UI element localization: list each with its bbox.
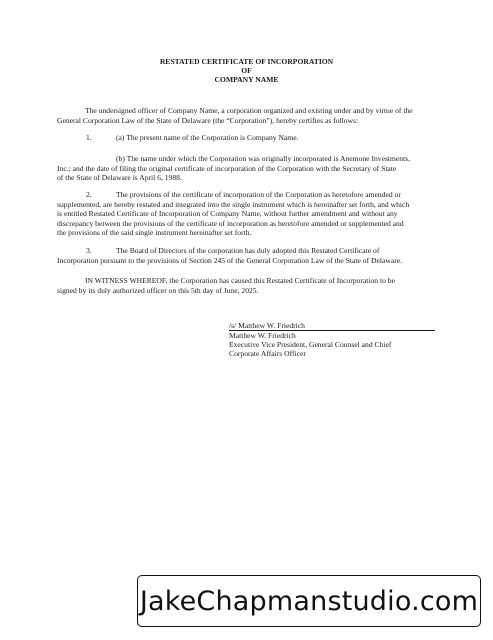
item-3-line-1: The Board of Directors of the corporation has duly adopted this Restated Certificate of [116,246,380,255]
item-2-line-4: discrepancy between the provisions of the certificate of incorporation as heretofore amended or supplemented and [57,218,404,228]
item-1b-line-3: of the State of Delaware is April 6, 1988. [57,173,182,182]
signature-block [229,321,439,358]
item-1b-line-1: (b) The name under which the Corporation was originally incorporated is Anemone Investments, [116,154,411,163]
watermark-badge [137,575,481,627]
signatory-title-line-1: Executive Vice President, General Counsel and Chief [229,340,392,349]
signatory-title-line-2: Corporate Affairs Officer [229,349,306,358]
item-2-line-2: supplemented, are hereby restated and integrated into the single instrument which is hereinafter set forth, and which [57,199,410,209]
item-1b-line-2: Inc.; and the date of filing the original certificate of incorporation of the Corporation with the Secretary of State [57,163,397,173]
watermark-text: JakeChapmanstudio.com [139,585,479,617]
witness-line-2: signed by its duly authorized officer on this 5th day of June, 2025. [57,285,259,295]
item-3-line-2: Incorporation pursuant to the provisions of Section 245 of the General Corporation Law of the State of Delaware. [57,255,402,265]
item-2-line-3: is entitled Restated Certificate of Incorporation of Company Name, without further amendment and without any [57,209,398,218]
signature-line: /s/ Matthew W. Friedrich [229,321,435,331]
title-line-1: RESTATED CERTIFICATE OF INCORPORATION [159,57,334,66]
item-2-paragraph [57,190,439,238]
witness-paragraph [57,276,439,295]
title-line-3: COMPANY NAME [214,75,279,84]
item-2-number: 2. [86,190,92,199]
witness-line-1: IN WITNESS WHEREOF, the Corporation has caused this Restated Certificate of Incorporation to be [85,276,395,285]
document-title [0,57,493,84]
item-1-paragraph [57,133,439,143]
intro-line-1: The undersigned officer of Company Name, a corporation organized and existing under and by virtue of the [85,106,413,115]
item-1-text: (a) The present name of the Corporation is Company Name. [116,133,299,142]
item-1b-paragraph [57,154,439,183]
intro-line-2: General Corporation Law of the State of Delaware (the “Corporation”), hereby certifies as follows: [57,115,359,125]
item-1-number: 1. [86,133,92,142]
item-2-line-1: The provisions of the certificate of incorporation of the Corporation as heretofore amended or [116,190,401,199]
item-3-number: 3. [86,246,92,255]
title-line-2: OF [241,66,252,75]
item-3-paragraph [57,246,439,265]
signatory-name: Matthew W. Friedrich [229,331,296,340]
item-2-line-5: the provisions of the said single instrument hereinafter set forth. [57,228,252,237]
intro-paragraph [57,106,439,125]
